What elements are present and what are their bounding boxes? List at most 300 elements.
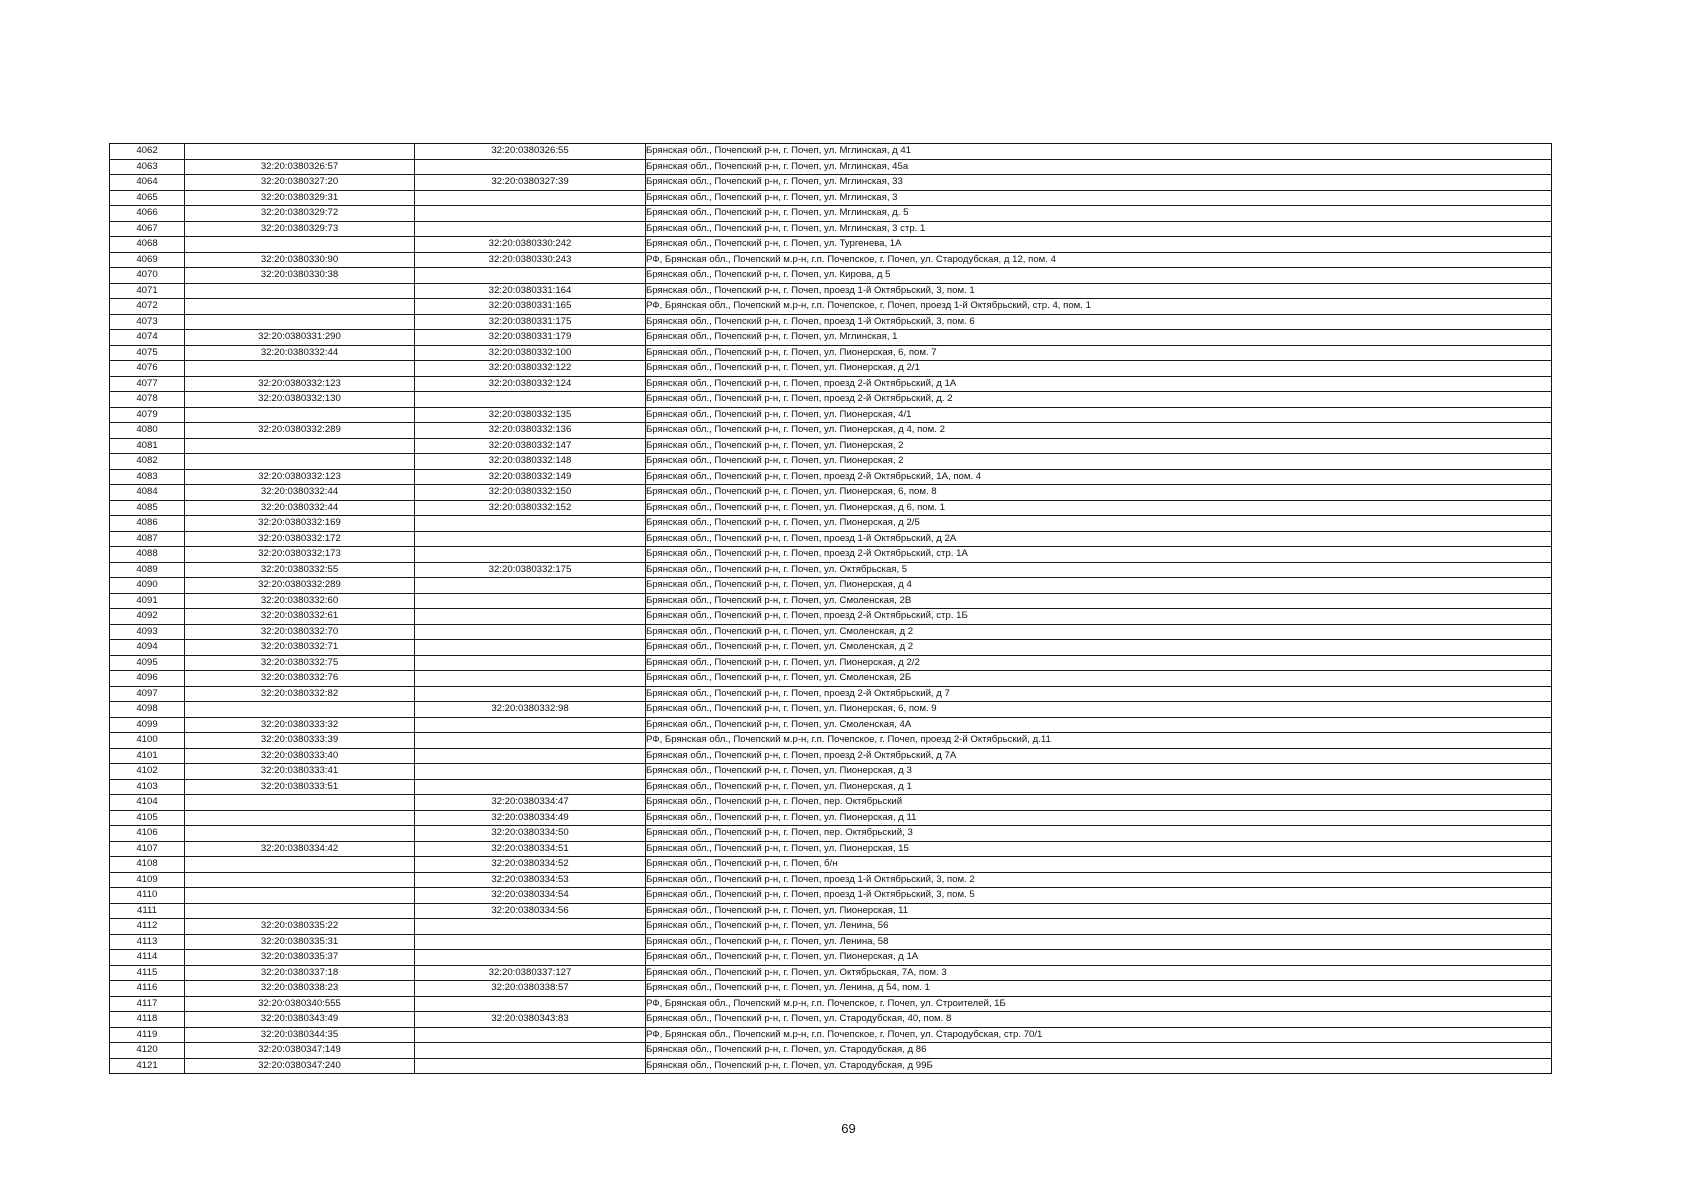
cadastral-number-cell xyxy=(185,361,415,377)
row-number-cell: 4093 xyxy=(110,624,185,640)
cadastral-number-secondary-cell: 32:20:0380334:50 xyxy=(415,826,646,842)
address-cell: Брянская обл., Почепский р-н, г. Почеп, ул. Смоленская, д 2 xyxy=(646,640,1552,656)
table-row xyxy=(110,655,1552,671)
address-cell: Брянская обл., Почепский р-н, г. Почеп, ул. Октябрьская, 7А, пом. 3 xyxy=(646,965,1552,981)
cadastral-number-cell xyxy=(185,299,415,315)
row-number-cell: 4098 xyxy=(110,702,185,718)
row-number-cell: 4116 xyxy=(110,981,185,997)
cadastral-number-cell: 32:20:0380332:70 xyxy=(185,624,415,640)
cadastral-number-cell xyxy=(185,144,415,160)
address-cell: Брянская обл., Почепский р-н, г. Почеп, проезд 1-й Октябрьский, д 2А xyxy=(646,531,1552,547)
row-number-cell: 4115 xyxy=(110,965,185,981)
table-row xyxy=(110,857,1552,873)
row-number-cell: 4071 xyxy=(110,283,185,299)
cadastral-number-secondary-cell xyxy=(415,190,646,206)
row-number-cell: 4113 xyxy=(110,934,185,950)
table-row xyxy=(110,438,1552,454)
address-cell: Брянская обл., Почепский р-н, г. Почеп, пер. Октябрьский, 3 xyxy=(646,826,1552,842)
row-number-cell: 4075 xyxy=(110,345,185,361)
address-cell: Брянская обл., Почепский р-н, г. Почеп, ул. Мглинская, 45а xyxy=(646,159,1552,175)
table-row xyxy=(110,283,1552,299)
table-row xyxy=(110,981,1552,997)
table-row xyxy=(110,841,1552,857)
table-row xyxy=(110,1043,1552,1059)
page-number: 69 xyxy=(841,1121,856,1136)
address-cell: Брянская обл., Почепский р-н, г. Почеп, ул. Пионерская, д 4, пом. 2 xyxy=(646,423,1552,439)
cadastral-number-secondary-cell xyxy=(415,919,646,935)
cadastral-number-secondary-cell: 32:20:0380332:135 xyxy=(415,407,646,423)
address-cell: Брянская обл., Почепский р-н, г. Почеп, проезд 2-й Октябрьский, 1А, пом. 4 xyxy=(646,469,1552,485)
row-number-cell: 4066 xyxy=(110,206,185,222)
cadastral-number-cell: 32:20:0380330:38 xyxy=(185,268,415,284)
cadastral-number-cell: 32:20:0380332:76 xyxy=(185,671,415,687)
table-row xyxy=(110,996,1552,1012)
cadastral-number-cell: 32:20:0380347:149 xyxy=(185,1043,415,1059)
row-number-cell: 4119 xyxy=(110,1027,185,1043)
table-row xyxy=(110,469,1552,485)
cadastral-number-cell: 32:20:0380335:31 xyxy=(185,934,415,950)
cadastral-number-cell: 32:20:0380332:44 xyxy=(185,500,415,516)
address-cell: РФ, Брянская обл., Почепский м.р-н, г.п. Почепское, г. Почеп, проезд 2-й Октябрьский, д.11 xyxy=(646,733,1552,749)
cadastral-number-secondary-cell: 32:20:0380326:55 xyxy=(415,144,646,160)
cadastral-number-secondary-cell xyxy=(415,221,646,237)
cadastral-number-cell: 32:20:0380332:55 xyxy=(185,562,415,578)
table-row xyxy=(110,190,1552,206)
cadastral-number-secondary-cell: 32:20:0380334:52 xyxy=(415,857,646,873)
table-row xyxy=(110,748,1552,764)
row-number-cell: 4120 xyxy=(110,1043,185,1059)
cadastral-number-cell: 32:20:0380347:240 xyxy=(185,1058,415,1074)
cadastral-number-cell: 32:20:0380329:31 xyxy=(185,190,415,206)
address-cell: Брянская обл., Почепский р-н, г. Почеп, ул. Пионерская, д 2/1 xyxy=(646,361,1552,377)
address-cell: Брянская обл., Почепский р-н, г. Почеп, ул. Пионерская, д 2/2 xyxy=(646,655,1552,671)
address-cell: Брянская обл., Почепский р-н, г. Почеп, ул. Стародубская, 40, пом. 8 xyxy=(646,1012,1552,1028)
table-row xyxy=(110,1012,1552,1028)
cadastral-number-cell xyxy=(185,438,415,454)
row-number-cell: 4068 xyxy=(110,237,185,253)
cadastral-number-cell xyxy=(185,454,415,470)
address-cell: Брянская обл., Почепский р-н, г. Почеп, проезд 1-й Октябрьский, 3, пом. 1 xyxy=(646,283,1552,299)
table-row xyxy=(110,764,1552,780)
cadastral-number-secondary-cell: 32:20:0380332:149 xyxy=(415,469,646,485)
registry-table-body xyxy=(110,144,1552,1074)
cadastral-number-secondary-cell: 32:20:0380331:175 xyxy=(415,314,646,330)
address-cell: Брянская обл., Почепский р-н, г. Почеп, ул. Пионерская, 11 xyxy=(646,903,1552,919)
address-cell: Брянская обл., Почепский р-н, г. Почеп, ул. Пионерская, 6, пом. 7 xyxy=(646,345,1552,361)
table-row xyxy=(110,376,1552,392)
row-number-cell: 4121 xyxy=(110,1058,185,1074)
table-row xyxy=(110,500,1552,516)
row-number-cell: 4101 xyxy=(110,748,185,764)
table-row xyxy=(110,640,1552,656)
cadastral-number-secondary-cell: 32:20:0380331:164 xyxy=(415,283,646,299)
cadastral-number-cell: 32:20:0380344:35 xyxy=(185,1027,415,1043)
cadastral-number-secondary-cell: 32:20:0380330:243 xyxy=(415,252,646,268)
cadastral-number-secondary-cell xyxy=(415,671,646,687)
table-row xyxy=(110,903,1552,919)
cadastral-number-secondary-cell xyxy=(415,624,646,640)
cadastral-number-cell: 32:20:0380343:49 xyxy=(185,1012,415,1028)
row-number-cell: 4076 xyxy=(110,361,185,377)
row-number-cell: 4099 xyxy=(110,717,185,733)
cadastral-number-cell: 32:20:0380326:57 xyxy=(185,159,415,175)
cadastral-number-secondary-cell xyxy=(415,764,646,780)
cadastral-number-secondary-cell: 32:20:0380332:100 xyxy=(415,345,646,361)
cadastral-number-secondary-cell xyxy=(415,593,646,609)
row-number-cell: 4110 xyxy=(110,888,185,904)
address-cell: Брянская обл., Почепский р-н, г. Почеп, ул. Ленина, 58 xyxy=(646,934,1552,950)
cadastral-number-cell: 32:20:0380332:123 xyxy=(185,376,415,392)
table-row xyxy=(110,593,1552,609)
address-cell: РФ, Брянская обл., Почепский м.р-н, г.п. Почепское, г. Почеп, ул. Стародубская, д 12, пом. 4 xyxy=(646,252,1552,268)
cadastral-number-cell: 32:20:0380332:60 xyxy=(185,593,415,609)
table-row xyxy=(110,965,1552,981)
address-cell: Брянская обл., Почепский р-н, г. Почеп, ул. Пионерская, д 1А xyxy=(646,950,1552,966)
row-number-cell: 4074 xyxy=(110,330,185,346)
cadastral-number-secondary-cell xyxy=(415,996,646,1012)
address-cell: Брянская обл., Почепский р-н, г. Почеп, ул. Пионерская, 15 xyxy=(646,841,1552,857)
row-number-cell: 4082 xyxy=(110,454,185,470)
table-row xyxy=(110,624,1552,640)
table-row xyxy=(110,872,1552,888)
address-cell: Брянская обл., Почепский р-н, г. Почеп, ул. Мглинская, д 41 xyxy=(646,144,1552,160)
table-row xyxy=(110,717,1552,733)
row-number-cell: 4080 xyxy=(110,423,185,439)
cadastral-number-cell: 32:20:0380331:290 xyxy=(185,330,415,346)
address-cell: Брянская обл., Почепский р-н, г. Почеп, ул. Октябрьская, 5 xyxy=(646,562,1552,578)
row-number-cell: 4112 xyxy=(110,919,185,935)
address-cell: Брянская обл., Почепский р-н, г. Почеп, ул. Стародубская, д 99Б xyxy=(646,1058,1552,1074)
table-row xyxy=(110,454,1552,470)
cadastral-number-secondary-cell: 32:20:0380334:53 xyxy=(415,872,646,888)
row-number-cell: 4100 xyxy=(110,733,185,749)
cadastral-number-secondary-cell: 32:20:0380331:165 xyxy=(415,299,646,315)
cadastral-number-secondary-cell xyxy=(415,640,646,656)
cadastral-number-cell: 32:20:0380330:90 xyxy=(185,252,415,268)
row-number-cell: 4065 xyxy=(110,190,185,206)
cadastral-number-cell: 32:20:0380332:172 xyxy=(185,531,415,547)
table-row xyxy=(110,578,1552,594)
row-number-cell: 4063 xyxy=(110,159,185,175)
address-cell: Брянская обл., Почепский р-н, г. Почеп, проезд 1-й Октябрьский, 3, пом. 6 xyxy=(646,314,1552,330)
table-row xyxy=(110,206,1552,222)
table-row xyxy=(110,702,1552,718)
cadastral-number-cell: 32:20:0380332:130 xyxy=(185,392,415,408)
cadastral-number-cell: 32:20:0380333:39 xyxy=(185,733,415,749)
row-number-cell: 4070 xyxy=(110,268,185,284)
address-cell: Брянская обл., Почепский р-н, г. Почеп, пер. Октябрьский xyxy=(646,795,1552,811)
row-number-cell: 4117 xyxy=(110,996,185,1012)
cadastral-number-secondary-cell: 32:20:0380332:152 xyxy=(415,500,646,516)
table-row xyxy=(110,810,1552,826)
cadastral-number-secondary-cell xyxy=(415,655,646,671)
cadastral-number-secondary-cell: 32:20:0380334:49 xyxy=(415,810,646,826)
row-number-cell: 4069 xyxy=(110,252,185,268)
cadastral-number-cell xyxy=(185,407,415,423)
cadastral-number-secondary-cell: 32:20:0380338:57 xyxy=(415,981,646,997)
table-row xyxy=(110,299,1552,315)
cadastral-number-secondary-cell xyxy=(415,1027,646,1043)
cadastral-number-secondary-cell: 32:20:0380330:242 xyxy=(415,237,646,253)
table-row xyxy=(110,1027,1552,1043)
table-row xyxy=(110,779,1552,795)
cadastral-number-secondary-cell: 32:20:0380332:147 xyxy=(415,438,646,454)
cadastral-number-cell xyxy=(185,795,415,811)
cadastral-number-secondary-cell: 32:20:0380332:150 xyxy=(415,485,646,501)
row-number-cell: 4089 xyxy=(110,562,185,578)
cadastral-number-cell: 32:20:0380332:169 xyxy=(185,516,415,532)
cadastral-number-secondary-cell xyxy=(415,392,646,408)
cadastral-number-cell: 32:20:0380329:73 xyxy=(185,221,415,237)
cadastral-number-secondary-cell: 32:20:0380332:124 xyxy=(415,376,646,392)
cadastral-number-cell xyxy=(185,314,415,330)
row-number-cell: 4064 xyxy=(110,175,185,191)
row-number-cell: 4092 xyxy=(110,609,185,625)
row-number-cell: 4077 xyxy=(110,376,185,392)
address-cell: Брянская обл., Почепский р-н, г. Почеп, ул. Мглинская, д. 5 xyxy=(646,206,1552,222)
row-number-cell: 4073 xyxy=(110,314,185,330)
row-number-cell: 4085 xyxy=(110,500,185,516)
table-row xyxy=(110,934,1552,950)
cadastral-number-cell: 32:20:0380335:22 xyxy=(185,919,415,935)
cadastral-number-secondary-cell: 32:20:0380331:179 xyxy=(415,330,646,346)
table-row xyxy=(110,686,1552,702)
table-row xyxy=(110,423,1552,439)
table-row xyxy=(110,795,1552,811)
cadastral-number-secondary-cell: 32:20:0380337:127 xyxy=(415,965,646,981)
row-number-cell: 4072 xyxy=(110,299,185,315)
cadastral-number-cell xyxy=(185,888,415,904)
table-row xyxy=(110,485,1552,501)
table-row xyxy=(110,547,1552,563)
cadastral-number-secondary-cell xyxy=(415,748,646,764)
row-number-cell: 4105 xyxy=(110,810,185,826)
address-cell: Брянская обл., Почепский р-н, г. Почеп, проезд 1-й Октябрьский, 3, пом. 2 xyxy=(646,872,1552,888)
address-cell: Брянская обл., Почепский р-н, г. Почеп, ул. Ленина, д 54, пом. 1 xyxy=(646,981,1552,997)
row-number-cell: 4088 xyxy=(110,547,185,563)
cadastral-number-cell: 32:20:0380329:72 xyxy=(185,206,415,222)
row-number-cell: 4084 xyxy=(110,485,185,501)
cadastral-number-secondary-cell xyxy=(415,531,646,547)
table-row xyxy=(110,671,1552,687)
cadastral-number-secondary-cell xyxy=(415,779,646,795)
address-cell: Брянская обл., Почепский р-н, г. Почеп, ул. Пионерская, д 4 xyxy=(646,578,1552,594)
table-row xyxy=(110,330,1552,346)
cadastral-number-secondary-cell xyxy=(415,950,646,966)
address-cell: Брянская обл., Почепский р-н, г. Почеп, ул. Смоленская, 2В xyxy=(646,593,1552,609)
cadastral-number-cell: 32:20:0380335:37 xyxy=(185,950,415,966)
row-number-cell: 4086 xyxy=(110,516,185,532)
registry-table-container xyxy=(109,143,1551,1074)
cadastral-number-cell: 32:20:0380334:42 xyxy=(185,841,415,857)
address-cell: Брянская обл., Почепский р-н, г. Почеп, ул. Пионерская, д 11 xyxy=(646,810,1552,826)
cadastral-number-secondary-cell: 32:20:0380334:54 xyxy=(415,888,646,904)
cadastral-number-secondary-cell: 32:20:0380332:122 xyxy=(415,361,646,377)
cadastral-number-cell xyxy=(185,702,415,718)
cadastral-number-secondary-cell xyxy=(415,547,646,563)
table-row xyxy=(110,392,1552,408)
row-number-cell: 4095 xyxy=(110,655,185,671)
row-number-cell: 4118 xyxy=(110,1012,185,1028)
address-cell: Брянская обл., Почепский р-н, г. Почеп, ул. Мглинская, 3 стр. 1 xyxy=(646,221,1552,237)
cadastral-number-secondary-cell xyxy=(415,1058,646,1074)
address-cell: РФ, Брянская обл., Почепский м.р-н, г.п. Почепское, г. Почеп, ул. Стародубская, стр. 70/1 xyxy=(646,1027,1552,1043)
row-number-cell: 4097 xyxy=(110,686,185,702)
row-number-cell: 4062 xyxy=(110,144,185,160)
cadastral-number-secondary-cell xyxy=(415,609,646,625)
row-number-cell: 4083 xyxy=(110,469,185,485)
cadastral-number-cell: 32:20:0380332:289 xyxy=(185,423,415,439)
cadastral-number-cell: 32:20:0380327:20 xyxy=(185,175,415,191)
address-cell: Брянская обл., Почепский р-н, г. Почеп, проезд 2-й Октябрьский, д 7А xyxy=(646,748,1552,764)
table-row xyxy=(110,268,1552,284)
cadastral-number-cell: 32:20:0380332:173 xyxy=(185,547,415,563)
cadastral-number-secondary-cell: 32:20:0380332:148 xyxy=(415,454,646,470)
table-row xyxy=(110,144,1552,160)
cadastral-number-cell: 32:20:0380338:23 xyxy=(185,981,415,997)
cadastral-number-cell: 32:20:0380337:18 xyxy=(185,965,415,981)
cadastral-number-cell: 32:20:0380332:289 xyxy=(185,578,415,594)
address-cell: Брянская обл., Почепский р-н, г. Почеп, проезд 2-й Октябрьский, д 1А xyxy=(646,376,1552,392)
table-row xyxy=(110,562,1552,578)
table-row xyxy=(110,733,1552,749)
cadastral-number-cell xyxy=(185,237,415,253)
registry-table xyxy=(109,143,1552,1074)
table-row xyxy=(110,1058,1552,1074)
address-cell: Брянская обл., Почепский р-н, г. Почеп, ул. Мглинская, 33 xyxy=(646,175,1552,191)
address-cell: Брянская обл., Почепский р-н, г. Почеп, ул. Пионерская, д 3 xyxy=(646,764,1552,780)
address-cell: Брянская обл., Почепский р-н, г. Почеп, ул. Пионерская, 6, пом. 8 xyxy=(646,485,1552,501)
table-row xyxy=(110,361,1552,377)
table-row xyxy=(110,919,1552,935)
table-row xyxy=(110,252,1552,268)
cadastral-number-secondary-cell xyxy=(415,934,646,950)
table-row xyxy=(110,237,1552,253)
address-cell: Брянская обл., Почепский р-н, г. Почеп, проезд 2-й Октябрьский, стр. 1А xyxy=(646,547,1552,563)
address-cell: Брянская обл., Почепский р-н, г. Почеп, ул. Ленина, 56 xyxy=(646,919,1552,935)
table-row xyxy=(110,826,1552,842)
address-cell: Брянская обл., Почепский р-н, г. Почеп, проезд 2-й Октябрьский, д 7 xyxy=(646,686,1552,702)
cadastral-number-secondary-cell: 32:20:0380334:47 xyxy=(415,795,646,811)
address-cell: Брянская обл., Почепский р-н, г. Почеп, ул. Мглинская, 3 xyxy=(646,190,1552,206)
address-cell: Брянская обл., Почепский р-н, г. Почеп, проезд 1-й Октябрьский, 3, пом. 5 xyxy=(646,888,1552,904)
row-number-cell: 4109 xyxy=(110,872,185,888)
row-number-cell: 4091 xyxy=(110,593,185,609)
row-number-cell: 4107 xyxy=(110,841,185,857)
address-cell: Брянская обл., Почепский р-н, г. Почеп, ул. Стародубская, д 86 xyxy=(646,1043,1552,1059)
address-cell: Брянская обл., Почепский р-н, г. Почеп, ул. Пионерская, 6, пом. 9 xyxy=(646,702,1552,718)
address-cell: Брянская обл., Почепский р-н, г. Почеп, ул. Кирова, д 5 xyxy=(646,268,1552,284)
cadastral-number-secondary-cell xyxy=(415,733,646,749)
row-number-cell: 4111 xyxy=(110,903,185,919)
cadastral-number-cell: 32:20:0380333:40 xyxy=(185,748,415,764)
table-row xyxy=(110,345,1552,361)
cadastral-number-secondary-cell xyxy=(415,268,646,284)
address-cell: РФ, Брянская обл., Почепский м.р-н, г.п. Почепское, г. Почеп, проезд 1-й Октябрьский, стр. 4, пом. 1 xyxy=(646,299,1552,315)
cadastral-number-cell: 32:20:0380340:555 xyxy=(185,996,415,1012)
address-cell: Брянская обл., Почепский р-н, г. Почеп, б/н xyxy=(646,857,1552,873)
cadastral-number-secondary-cell: 32:20:0380332:136 xyxy=(415,423,646,439)
cadastral-number-secondary-cell xyxy=(415,686,646,702)
row-number-cell: 4102 xyxy=(110,764,185,780)
cadastral-number-secondary-cell: 32:20:0380332:175 xyxy=(415,562,646,578)
address-cell: Брянская обл., Почепский р-н, г. Почеп, ул. Пионерская, 2 xyxy=(646,438,1552,454)
row-number-cell: 4114 xyxy=(110,950,185,966)
row-number-cell: 4094 xyxy=(110,640,185,656)
cadastral-number-cell: 32:20:0380333:32 xyxy=(185,717,415,733)
cadastral-number-secondary-cell: 32:20:0380327:39 xyxy=(415,175,646,191)
address-cell: Брянская обл., Почепский р-н, г. Почеп, ул. Пионерская, 2 xyxy=(646,454,1552,470)
cadastral-number-cell xyxy=(185,857,415,873)
row-number-cell: 4079 xyxy=(110,407,185,423)
row-number-cell: 4103 xyxy=(110,779,185,795)
address-cell: Брянская обл., Почепский р-н, г. Почеп, ул. Пионерская, д 6, пом. 1 xyxy=(646,500,1552,516)
cadastral-number-secondary-cell xyxy=(415,578,646,594)
cadastral-number-secondary-cell: 32:20:0380343:83 xyxy=(415,1012,646,1028)
cadastral-number-secondary-cell: 32:20:0380334:56 xyxy=(415,903,646,919)
cadastral-number-cell xyxy=(185,903,415,919)
cadastral-number-cell xyxy=(185,810,415,826)
row-number-cell: 4108 xyxy=(110,857,185,873)
cadastral-number-cell: 32:20:0380332:71 xyxy=(185,640,415,656)
row-number-cell: 4106 xyxy=(110,826,185,842)
cadastral-number-secondary-cell xyxy=(415,516,646,532)
row-number-cell: 4087 xyxy=(110,531,185,547)
table-row xyxy=(110,950,1552,966)
cadastral-number-cell xyxy=(185,826,415,842)
table-row xyxy=(110,407,1552,423)
address-cell: Брянская обл., Почепский р-н, г. Почеп, ул. Смоленская, д 2 xyxy=(646,624,1552,640)
table-row xyxy=(110,314,1552,330)
row-number-cell: 4067 xyxy=(110,221,185,237)
cadastral-number-secondary-cell xyxy=(415,1043,646,1059)
table-row xyxy=(110,609,1552,625)
table-row xyxy=(110,516,1552,532)
address-cell: РФ, Брянская обл., Почепский м.р-н, г.п. Почепское, г. Почеп, ул. Строителей, 1Б xyxy=(646,996,1552,1012)
table-row xyxy=(110,221,1552,237)
row-number-cell: 4096 xyxy=(110,671,185,687)
row-number-cell: 4081 xyxy=(110,438,185,454)
address-cell: Брянская обл., Почепский р-н, г. Почеп, ул. Тургенева, 1А xyxy=(646,237,1552,253)
cadastral-number-secondary-cell: 32:20:0380334:51 xyxy=(415,841,646,857)
cadastral-number-secondary-cell xyxy=(415,717,646,733)
address-cell: Брянская обл., Почепский р-н, г. Почеп, ул. Смоленская, 2Б xyxy=(646,671,1552,687)
cadastral-number-cell: 32:20:0380332:82 xyxy=(185,686,415,702)
cadastral-number-cell: 32:20:0380333:51 xyxy=(185,779,415,795)
cadastral-number-cell: 32:20:0380333:41 xyxy=(185,764,415,780)
row-number-cell: 4090 xyxy=(110,578,185,594)
cadastral-number-secondary-cell: 32:20:0380332:98 xyxy=(415,702,646,718)
row-number-cell: 4078 xyxy=(110,392,185,408)
address-cell: Брянская обл., Почепский р-н, г. Почеп, ул. Пионерская, д 2/5 xyxy=(646,516,1552,532)
cadastral-number-cell: 32:20:0380332:61 xyxy=(185,609,415,625)
address-cell: Брянская обл., Почепский р-н, г. Почеп, проезд 2-й Октябрьский, д. 2 xyxy=(646,392,1552,408)
cadastral-number-cell: 32:20:0380332:44 xyxy=(185,485,415,501)
address-cell: Брянская обл., Почепский р-н, г. Почеп, ул. Смоленская, 4А xyxy=(646,717,1552,733)
table-row xyxy=(110,531,1552,547)
row-number-cell: 4104 xyxy=(110,795,185,811)
cadastral-number-secondary-cell xyxy=(415,159,646,175)
cadastral-number-cell xyxy=(185,872,415,888)
table-row xyxy=(110,888,1552,904)
table-row xyxy=(110,175,1552,191)
address-cell: Брянская обл., Почепский р-н, г. Почеп, проезд 2-й Октябрьский, стр. 1Б xyxy=(646,609,1552,625)
cadastral-number-secondary-cell xyxy=(415,206,646,222)
cadastral-number-cell: 32:20:0380332:123 xyxy=(185,469,415,485)
cadastral-number-cell xyxy=(185,283,415,299)
address-cell: Брянская обл., Почепский р-н, г. Почеп, ул. Пионерская, 4/1 xyxy=(646,407,1552,423)
cadastral-number-cell: 32:20:0380332:44 xyxy=(185,345,415,361)
